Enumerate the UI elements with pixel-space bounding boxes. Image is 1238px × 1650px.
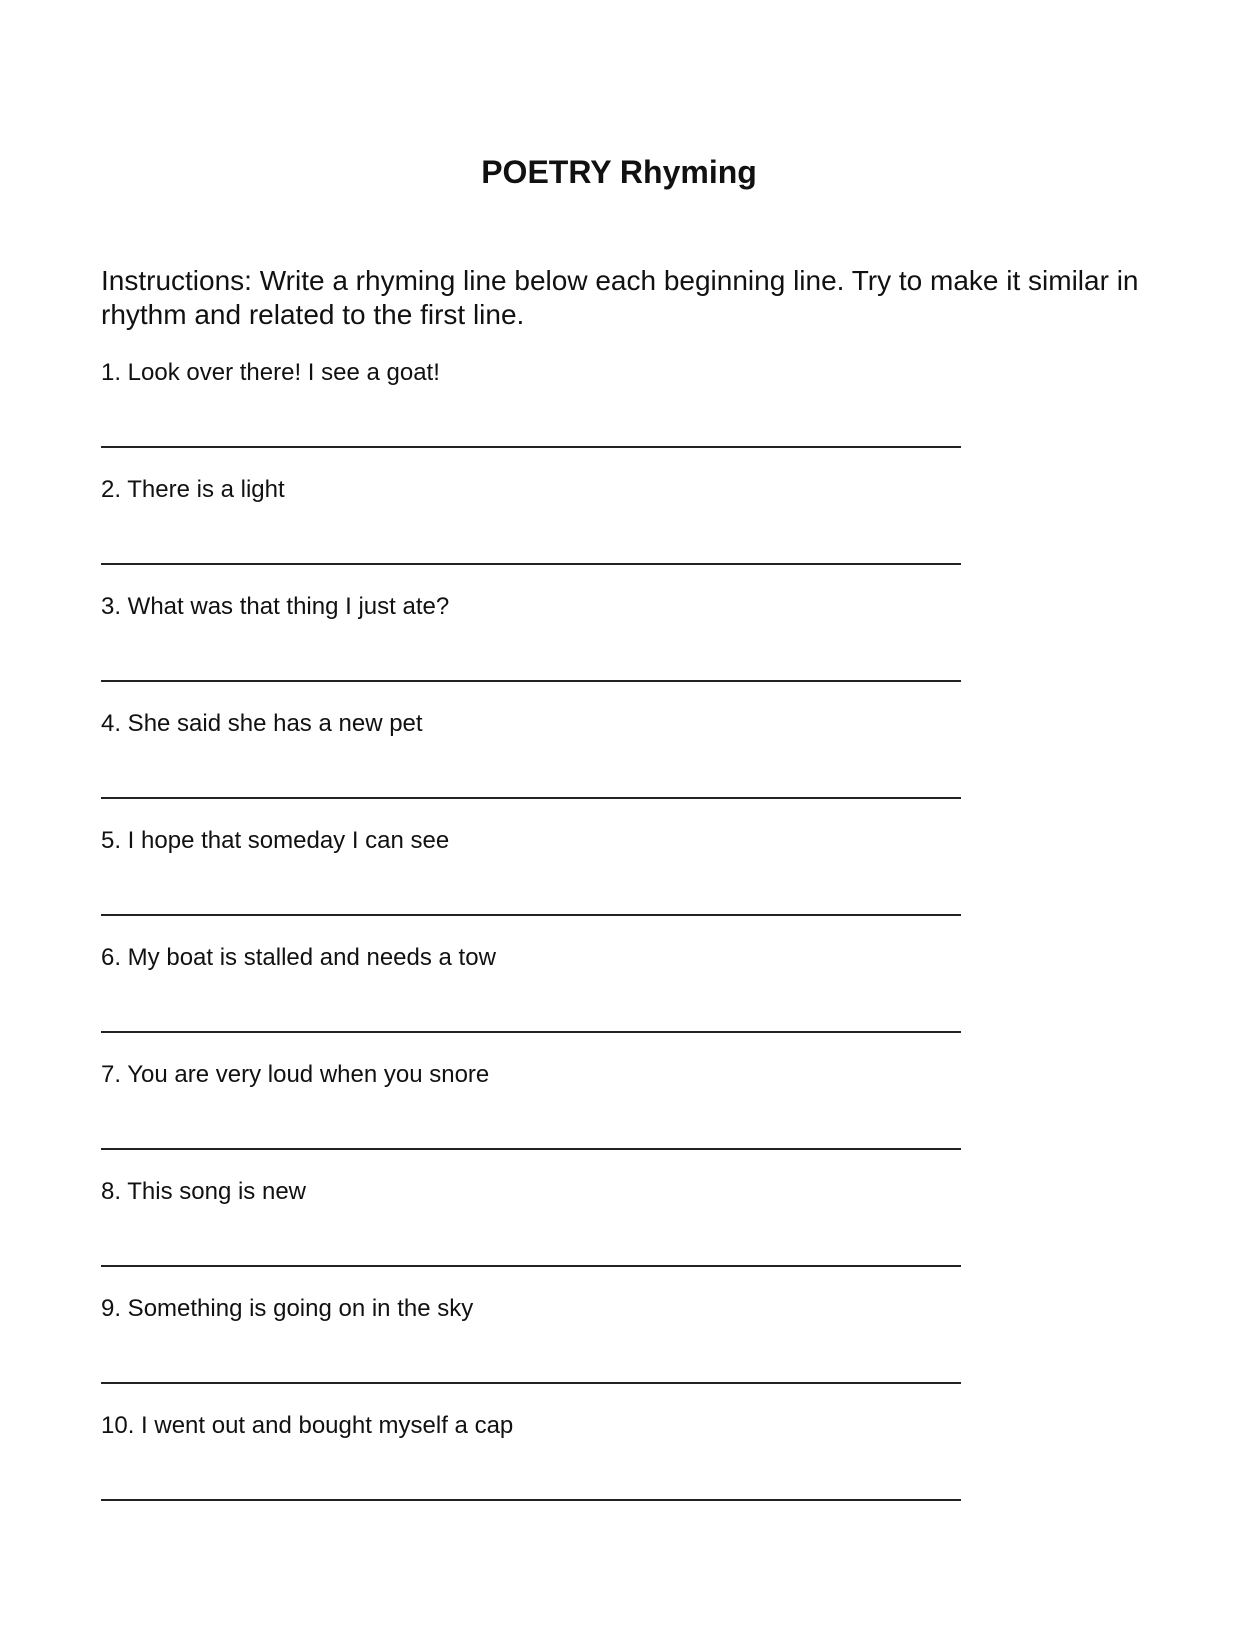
question-item: [101, 475, 961, 592]
question-prompt: 6. My boat is stalled and needs a tow: [101, 944, 496, 971]
question-prompt: 2. There is a light: [101, 476, 285, 503]
question-prompt: 8. This song is new: [101, 1178, 306, 1205]
answer-line[interactable]: [101, 1031, 961, 1033]
question-prompt: 9. Something is going on in the sky: [101, 1295, 474, 1322]
question-item: [101, 1060, 961, 1177]
question-list: [101, 358, 961, 1528]
answer-line[interactable]: [101, 914, 961, 916]
question-prompt: 10. I went out and bought myself a cap: [101, 1412, 514, 1439]
question-prompt: 3. What was that thing I just ate?: [101, 593, 450, 620]
answer-line[interactable]: [101, 446, 961, 448]
question-item: [101, 1294, 961, 1411]
question-prompt: 1. Look over there! I see a goat!: [101, 359, 440, 386]
answer-line[interactable]: [101, 680, 961, 682]
answer-line[interactable]: [101, 1148, 961, 1150]
question-item: [101, 1411, 961, 1528]
question-item: [101, 592, 961, 709]
page-title: POETRY Rhyming: [481, 154, 757, 190]
answer-line[interactable]: [101, 1265, 961, 1267]
answer-line[interactable]: [101, 1499, 961, 1501]
answer-line[interactable]: [101, 563, 961, 565]
question-item: [101, 358, 961, 475]
question-item: [101, 709, 961, 826]
question-prompt: 4. She said she has a new pet: [101, 710, 423, 737]
question-item: [101, 1177, 961, 1294]
question-prompt: 5. I hope that someday I can see: [101, 827, 450, 854]
question-item: [101, 943, 961, 1060]
question-prompt: 7. You are very loud when you snore: [101, 1061, 490, 1088]
answer-line[interactable]: [101, 1382, 961, 1384]
answer-line[interactable]: [101, 797, 961, 799]
instructions-text: Instructions: Write a rhyming line below each beginning line. Try to make it similar in rhythm and related to the first line.: [101, 265, 1139, 330]
question-item: [101, 826, 961, 943]
